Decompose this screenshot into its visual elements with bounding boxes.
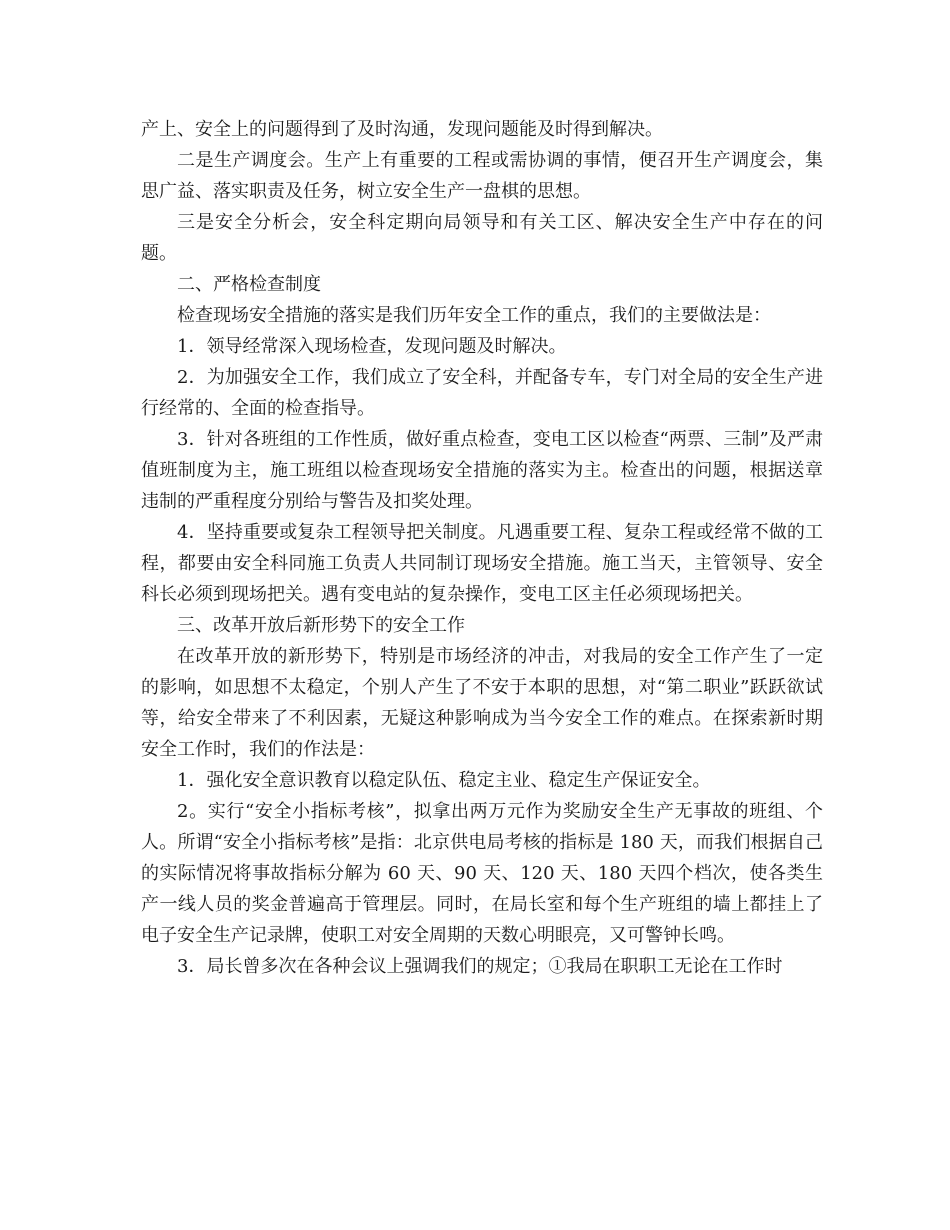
list-item-inspection-3: 3．针对各班组的工作性质，做好重点检查，变电工区以检查“两票、三制”及严肃值班制度为主，施工班组以检查现场安全措施的落实为主。检查出的问题，根据送章违制的严重程度分别给与警告及扣奖处理。 [141, 429, 823, 512]
list-item-inspection-4: 4．坚持重要或复杂工程领导把关制度。凡遇重要工程、复杂工程或经常不做的工程，都要由安全科同施工负责人共同制订现场安全措施。施工当天，主管领导、安全科长必须到现场把关。遇有变电站的复杂操作，变电工区主任必须现场把关。 [141, 522, 823, 605]
paragraph-reform-intro: 在改革开放的新形势下，特别是市场经济的冲击，对我局的安全工作产生了一定的影响，如思想不太稳定，个别人产生了不安于本职的思想，对“第二职业”跃跃欲试等，给安全带来了不利因素，无疑这种影响成为当今安全工作的难点。在探索新时期安全工作时，我们的作法是： [141, 646, 823, 760]
list-item-inspection-1: 1．领导经常深入现场检查，发现问题及时解决。 [177, 336, 567, 357]
paragraph-safety-analysis-meeting: 三是安全分析会，安全科定期向局领导和有关工区、解决安全生产中存在的问题。 [141, 212, 823, 264]
list-item-reform-2: 2。实行“安全小指标考核”，拟拿出两万元作为奖励安全生产无事故的班组、个人。所谓“安全小指标考核”是指：北京供电局考核的指标是 180 天，而我们根据自己的实际情况将事故指标分解为 60 天、90 天、120 天、180 天四个档次，使各类生产一线人员的奖金普遍高于管理层。同时，在局长室和每个生产班组的墙上都挂上了电子安全生产记录牌，使职工对安全周期的天数心明眼亮，又可警钟长鸣。 [141, 801, 823, 946]
section-heading-inspection-system: 二、严格检查制度 [177, 274, 321, 295]
paragraph-inspection-intro: 检查现场安全措施的落实是我们历年安全工作的重点，我们的主要做法是： [177, 305, 771, 326]
list-item-inspection-2: 2．为加强安全工作，我们成立了安全科，并配备专车，专门对全局的安全生产进行经常的、全面的检查指导。 [141, 367, 823, 419]
paragraph-continuation: 产上、安全上的问题得到了及时沟通，发现问题能及时得到解决。 [141, 119, 663, 140]
paragraph-production-scheduling-meeting: 二是生产调度会。生产上有重要的工程或需协调的事情，便召开生产调度会，集思广益、落实职责及任务，树立安全生产一盘棋的思想。 [141, 150, 823, 202]
list-item-reform-1: 1．强化安全意识教育以稳定队伍、稳定主业、稳定生产保证安全。 [177, 770, 711, 791]
section-heading-reform-safety: 三、改革开放后新形势下的安全工作 [177, 615, 465, 636]
document-body [141, 114, 823, 982]
list-item-reform-3: 3．局长曾多次在各种会议上强调我们的规定；①我局在职职工无论在工作时 [177, 956, 783, 977]
